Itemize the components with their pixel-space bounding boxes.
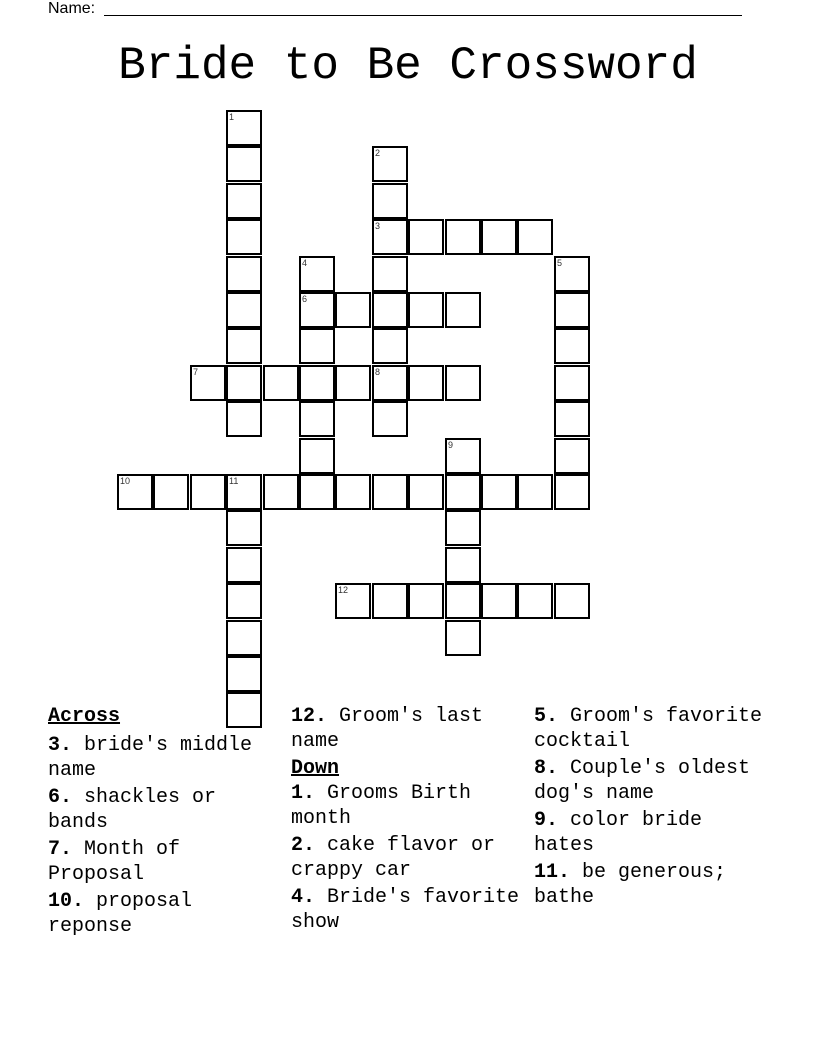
grid-cell[interactable] [335, 365, 371, 401]
clue-number: 3. [48, 734, 73, 757]
grid-cell[interactable] [226, 365, 262, 401]
grid-cell[interactable] [554, 365, 590, 401]
grid-cell[interactable] [190, 365, 226, 401]
grid-cell[interactable] [372, 365, 408, 401]
clue-text: Groom's last name [291, 705, 484, 753]
grid-cell[interactable] [372, 183, 408, 219]
grid-cell[interactable] [554, 256, 590, 292]
cell-number: 9 [448, 440, 454, 450]
grid-cell[interactable] [372, 146, 408, 182]
grid-cell[interactable] [226, 547, 262, 583]
grid-cell[interactable] [372, 583, 408, 619]
clue-down-1 [291, 781, 521, 831]
grid-cell[interactable] [554, 583, 590, 619]
clue-number: 8. [534, 757, 559, 780]
grid-cell[interactable] [190, 474, 226, 510]
clue-text: Month of Proposal [48, 838, 181, 886]
grid-cell[interactable] [226, 620, 262, 656]
grid-cell[interactable] [263, 474, 299, 510]
grid-cell[interactable] [517, 583, 553, 619]
grid-cell[interactable] [226, 256, 262, 292]
grid-cell[interactable] [299, 474, 335, 510]
clue-across-12 [291, 704, 521, 754]
grid-cell[interactable] [372, 219, 408, 255]
grid-cell[interactable] [445, 547, 481, 583]
cell-number: 3 [375, 221, 381, 231]
grid-cell[interactable] [408, 365, 444, 401]
clue-text: Grooms Birth month [291, 782, 472, 830]
clue-number: 7. [48, 838, 73, 861]
grid-cell[interactable] [408, 474, 444, 510]
grid-cell[interactable] [481, 219, 517, 255]
clue-text: proposal reponse [48, 890, 193, 938]
clues-column-1 [48, 704, 278, 941]
grid-cell[interactable] [445, 292, 481, 328]
clue-down-2 [291, 833, 521, 883]
clue-across-6 [48, 785, 278, 835]
grid-cell[interactable] [226, 219, 262, 255]
grid-cell[interactable] [554, 328, 590, 364]
cell-number: 6 [302, 294, 308, 304]
clue-down-5 [534, 704, 774, 754]
grid-cell[interactable] [226, 183, 262, 219]
grid-cell[interactable] [372, 256, 408, 292]
clue-number: 12. [291, 705, 328, 728]
clue-number: 5. [534, 705, 559, 728]
clue-text: be generous; bathe [534, 861, 727, 909]
clue-number: 10. [48, 890, 85, 913]
clue-across-10 [48, 889, 278, 939]
down-header: Down [291, 757, 340, 780]
clue-text: cake flavor or crappy car [291, 834, 496, 882]
grid-cell[interactable] [481, 474, 517, 510]
page-title: Bride to Be Crossword [118, 40, 698, 92]
cell-number: 1 [229, 112, 235, 122]
clue-down-4 [291, 885, 521, 935]
clue-down-8 [534, 756, 774, 806]
grid-cell[interactable] [445, 365, 481, 401]
grid-cell[interactable] [445, 620, 481, 656]
grid-cell[interactable] [299, 256, 335, 292]
cell-number: 10 [120, 476, 131, 486]
grid-cell[interactable] [481, 583, 517, 619]
clues-column-2 [291, 704, 521, 937]
cell-number: 12 [338, 585, 349, 595]
cell-number: 2 [375, 148, 381, 158]
grid-cell[interactable] [445, 474, 481, 510]
grid-cell[interactable] [408, 292, 444, 328]
grid-cell[interactable] [408, 219, 444, 255]
grid-cell[interactable] [335, 474, 371, 510]
clue-text: Bride's favorite show [291, 886, 520, 934]
grid-cell[interactable] [299, 292, 335, 328]
clue-number: 1. [291, 782, 316, 805]
grid-cell[interactable] [226, 583, 262, 619]
grid-cell[interactable] [408, 583, 444, 619]
clues-column-3 [534, 704, 774, 954]
clue-down-9 [534, 808, 774, 858]
cell-number: 8 [375, 367, 381, 377]
grid-cell[interactable] [299, 438, 335, 474]
cell-number: 4 [302, 258, 308, 268]
grid-cell[interactable] [445, 510, 481, 546]
clue-text: Groom's favorite cocktail [534, 705, 763, 753]
grid-cell[interactable] [554, 292, 590, 328]
clue-text: shackles or bands [48, 786, 217, 834]
grid-cell[interactable] [372, 328, 408, 364]
across-header: Across [48, 705, 121, 728]
grid-cell[interactable] [372, 401, 408, 437]
clue-down-11 [534, 860, 774, 910]
grid-cell[interactable] [372, 292, 408, 328]
grid-cell[interactable] [445, 219, 481, 255]
grid-cell[interactable] [226, 656, 262, 692]
grid-cell[interactable] [445, 583, 481, 619]
grid-cell[interactable] [517, 474, 553, 510]
clue-number: 6. [48, 786, 73, 809]
grid-cell[interactable] [445, 438, 481, 474]
clue-text: Couple's oldest dog's name [534, 757, 751, 805]
grid-cell[interactable] [517, 219, 553, 255]
cell-number: 5 [557, 258, 563, 268]
grid-cell[interactable] [226, 292, 262, 328]
grid-cell[interactable] [226, 146, 262, 182]
grid-cell[interactable] [226, 474, 262, 510]
grid-cell[interactable] [263, 365, 299, 401]
grid-cell[interactable] [372, 474, 408, 510]
grid-cell[interactable] [226, 328, 262, 364]
grid-cell[interactable] [117, 474, 153, 510]
grid-cell[interactable] [335, 292, 371, 328]
clue-number: 2. [291, 834, 316, 857]
clue-number: 11. [534, 861, 571, 884]
grid-cell[interactable] [153, 474, 189, 510]
clue-across-3 [48, 733, 278, 783]
name-label: Name: [48, 0, 96, 17]
grid-cell[interactable] [226, 401, 262, 437]
clue-text: bride's middle name [48, 734, 253, 782]
cell-number: 11 [229, 476, 239, 486]
grid-cell[interactable] [335, 583, 371, 619]
grid-cell[interactable] [554, 438, 590, 474]
cell-number: 7 [193, 367, 199, 377]
grid-cell[interactable] [226, 110, 262, 146]
clue-across-7 [48, 837, 278, 887]
clue-number: 4. [291, 886, 316, 909]
grid-cell[interactable] [554, 474, 590, 510]
grid-cell[interactable] [299, 328, 335, 364]
clue-number: 9. [534, 809, 559, 832]
grid-cell[interactable] [299, 365, 335, 401]
grid-cell[interactable] [554, 401, 590, 437]
grid-cell[interactable] [226, 510, 262, 546]
clue-text: color bride hates [534, 809, 703, 857]
grid-cell[interactable] [299, 401, 335, 437]
